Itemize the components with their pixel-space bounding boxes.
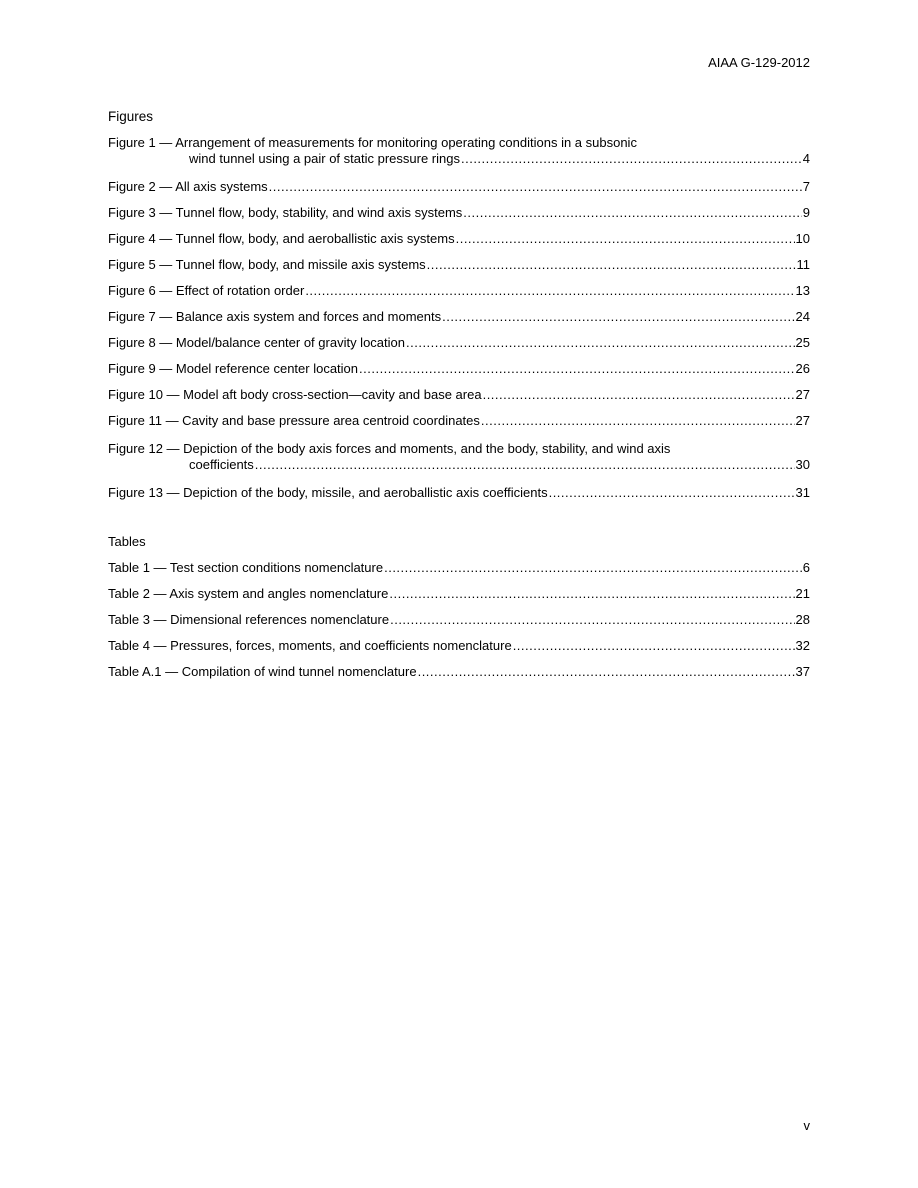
entry-page: 11 [796,257,810,272]
dot-leader [305,283,794,299]
entry-page: 9 [802,205,810,220]
dot-leader [463,205,801,221]
figure-entry-7[interactable] [108,309,810,325]
figure-entry-2[interactable] [108,179,810,195]
entry-page: 27 [795,387,810,402]
entry-title: Figure 3 — Tunnel flow, body, stability, and wind axis systems [108,205,463,220]
entry-page: 10 [795,231,810,246]
entry-title: Figure 4 — Tunnel flow, body, and aeroballistic axis systems [108,231,455,246]
entry-page: 13 [795,283,810,298]
dot-leader [418,664,795,680]
entry-title: Figure 12 — Depiction of the body axis forces and moments, and the body, stability, and wind axis [108,441,671,456]
dot-leader [461,151,802,167]
figure-entry-1[interactable] [108,135,810,167]
figure-entry-3[interactable] [108,205,810,221]
dot-leader [390,612,794,628]
dot-leader [442,309,794,325]
dot-leader [359,361,795,377]
dot-leader [549,485,795,501]
entry-page: 31 [795,485,810,500]
figure-entry-13[interactable] [108,485,810,501]
entry-page: 4 [802,151,810,166]
entry-page: 7 [802,179,810,194]
entry-title: Table 2 — Axis system and angles nomenclature [108,586,389,601]
entry-title-continuation: coefficients [189,457,254,472]
dot-leader [269,179,802,195]
dot-leader [483,387,795,403]
entry-title: Figure 6 — Effect of rotation order [108,283,305,298]
entry-page: 21 [795,586,810,601]
entry-page: 6 [802,560,810,575]
entry-title: Table 3 — Dimensional references nomenclature [108,612,390,627]
entry-title: Figure 1 — Arrangement of measurements for monitoring operating conditions in a subsonic [108,135,637,150]
entry-page: 27 [795,413,810,428]
page-number: v [803,1118,810,1133]
figures-heading: Figures [108,109,154,124]
table-entry-a1[interactable] [108,664,810,680]
entry-title-continuation: wind tunnel using a pair of static pressure rings [189,151,460,166]
figure-entry-5[interactable] [108,257,810,273]
document-code: AIAA G-129-2012 [708,55,810,70]
entry-title: Figure 10 — Model aft body cross-section—cavity and base area [108,387,482,402]
table-entry-3[interactable] [108,612,810,628]
entry-page: 28 [795,612,810,627]
entry-title: Figure 13 — Depiction of the body, missile, and aeroballistic axis coefficients [108,485,548,500]
figure-entry-8[interactable] [108,335,810,351]
figure-entry-10[interactable] [108,387,810,403]
entry-page: 30 [795,457,810,472]
figure-entry-11[interactable] [108,413,810,429]
table-entry-4[interactable] [108,638,810,654]
dot-leader [384,560,802,576]
entry-page: 32 [795,638,810,653]
tables-heading: Tables [108,534,146,549]
table-entry-1[interactable] [108,560,810,576]
dot-leader [389,586,794,602]
figure-entry-4[interactable] [108,231,810,247]
dot-leader [255,457,795,473]
entry-title: Figure 7 — Balance axis system and forces and moments [108,309,442,324]
entry-page: 26 [795,361,810,376]
entry-page: 37 [795,664,810,679]
dot-leader [406,335,795,351]
dot-leader [513,638,795,654]
entry-page: 25 [795,335,810,350]
entry-page: 24 [795,309,810,324]
entry-title: Figure 2 — All axis systems [108,179,268,194]
figure-entry-12[interactable] [108,441,810,473]
table-entry-2[interactable] [108,586,810,602]
dot-leader [427,257,796,273]
dot-leader [481,413,795,429]
entry-title: Table 1 — Test section conditions nomenclature [108,560,384,575]
figure-entry-9[interactable] [108,361,810,377]
entry-title: Figure 11 — Cavity and base pressure area centroid coordinates [108,413,480,428]
entry-title: Table A.1 — Compilation of wind tunnel nomenclature [108,664,417,679]
entry-title: Figure 9 — Model reference center location [108,361,359,376]
dot-leader [456,231,795,247]
entry-title: Figure 5 — Tunnel flow, body, and missile axis systems [108,257,426,272]
entry-title: Figure 8 — Model/balance center of gravity location [108,335,405,350]
entry-title: Table 4 — Pressures, forces, moments, and coefficients nomenclature [108,638,512,653]
figure-entry-6[interactable] [108,283,810,299]
